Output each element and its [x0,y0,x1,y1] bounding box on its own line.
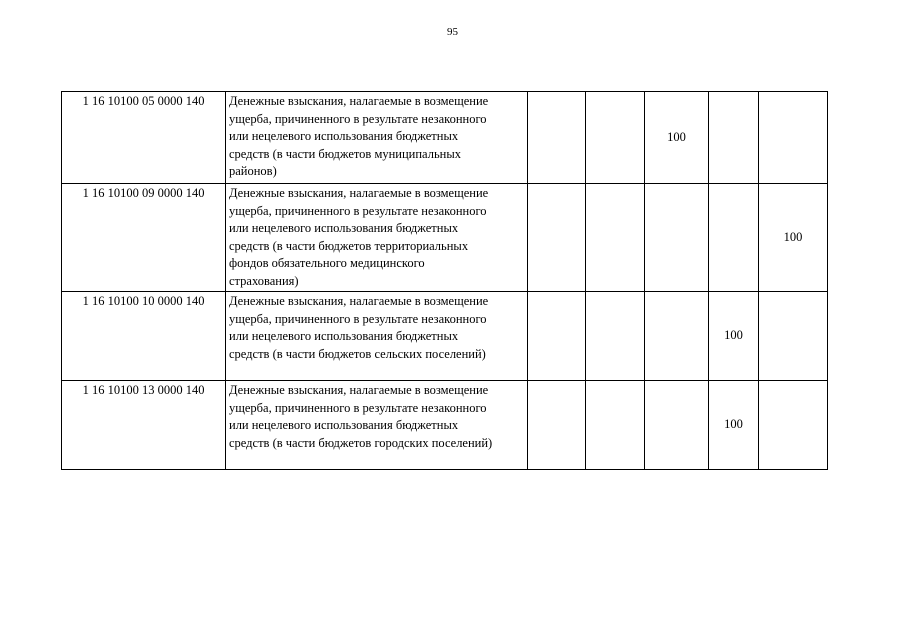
budget-code-cell: 1 16 10100 10 0000 140 [62,292,226,381]
description-cell [226,92,528,184]
description-line: или нецелевого использования бюджетных [229,329,459,344]
description-cell [226,292,528,381]
share-value-cell [528,92,586,184]
share-value-cell [528,184,586,292]
description-line: или нецелевого использования бюджетных [229,129,459,144]
table-row [62,184,828,292]
share-value-cell [709,184,759,292]
share-value-cell [586,381,645,470]
share-value-cell [586,184,645,292]
share-value-cell: 100 [709,292,759,381]
share-value-cell: 100 [645,92,709,184]
description-line: фондов обязательного медицинского [229,256,425,271]
budget-code-cell: 1 16 10100 13 0000 140 [62,381,226,470]
share-value-cell: 100 [759,184,828,292]
share-value-cell: 100 [709,381,759,470]
description-line: средств (в части бюджетов городских поселений) [229,435,493,450]
description-line: районов) [229,164,277,179]
table-row [62,381,828,470]
share-value-cell [709,92,759,184]
description-line: ущерба, причиненного в результате незаконного [229,400,487,415]
description-line: Денежные взыскания, налагаемые в возмещение [229,186,489,200]
share-value-cell [759,92,828,184]
description-line: ущерба, причиненного в результате незаконного [229,203,487,218]
budget-code-cell: 1 16 10100 09 0000 140 [62,184,226,292]
description-line: ущерба, причиненного в результате незаконного [229,311,487,326]
page-number: 95 [447,26,458,38]
description-line: Денежные взыскания, налагаемые в возмещение [229,94,489,108]
budget-revenue-table [61,91,828,470]
budget-code-cell: 1 16 10100 05 0000 140 [62,92,226,184]
description-line: Денежные взыскания, налагаемые в возмещение [229,383,489,397]
description-line: средств (в части бюджетов территориальных [229,238,469,253]
description-line: или нецелевого использования бюджетных [229,418,459,433]
share-value-cell [759,292,828,381]
share-value-cell [645,292,709,381]
description-line: средств (в части бюджетов сельских поселений) [229,346,486,361]
description-line: ущерба, причиненного в результате незаконного [229,111,487,126]
description-cell [226,184,528,292]
share-value-cell [528,381,586,470]
table-row [62,92,828,184]
share-value-cell [759,381,828,470]
description-line: средств (в части бюджетов муниципальных [229,146,461,161]
description-line: или нецелевого использования бюджетных [229,221,459,236]
share-value-cell [528,292,586,381]
share-value-cell [645,381,709,470]
description-cell [226,381,528,470]
share-value-cell [645,184,709,292]
table-row [62,292,828,381]
description-line: страхования) [229,273,299,288]
share-value-cell [586,92,645,184]
description-line: Денежные взыскания, налагаемые в возмещение [229,294,489,308]
share-value-cell [586,292,645,381]
